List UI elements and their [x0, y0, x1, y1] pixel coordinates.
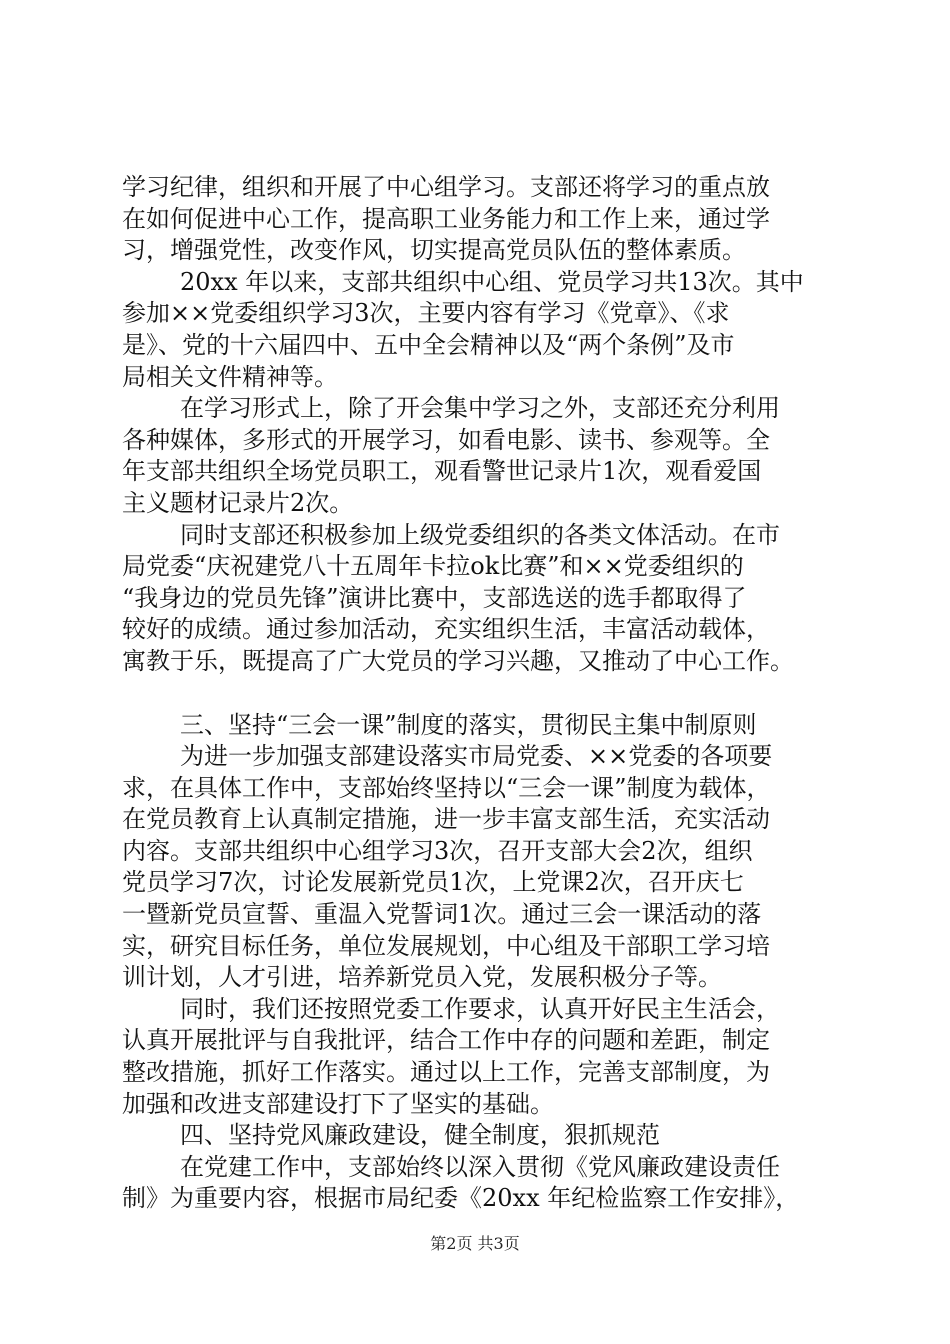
text-line: 在如何促进中心工作，提高职工业务能力和工作上来，通过学 — [122, 204, 770, 233]
text-line: 加强和改进支部建设打下了坚实的基础。 — [122, 1089, 554, 1118]
text-line: 训计划，人才引进，培养新党员入党，发展积极分子等。 — [122, 963, 722, 992]
text-line: 是》、党的十六届四中、五中全会精神以及“两个条例”及市 — [122, 330, 735, 359]
text-line: 局相关文件精神等。 — [122, 362, 338, 391]
text-line: 较好的成绩。通过参加活动，充实组织生活，丰富活动载体， — [122, 615, 770, 644]
section-heading: 三、坚持“三会一课”制度的落实，贯彻民主集中制原则 — [180, 710, 757, 739]
text-line: 整改措施，抓好工作落实。通过以上工作，完善支部制度，为 — [122, 1058, 770, 1087]
text-line: 寓教于乐，既提高了广大党员的学习兴趣，又推动了中心工作。 — [122, 646, 794, 675]
page-number-footer: 第2页 共3页 — [430, 1234, 520, 1253]
text-line: 求，在具体工作中，支部始终坚持以“三会一课”制度为载体， — [122, 773, 771, 802]
paragraph-start-line: 在党建工作中，支部始终以深入贯彻《党风廉政建设责任 — [180, 1152, 780, 1181]
text-line: 内容。支部共组织中心组学习3次，召开支部大会2次，组织 — [122, 836, 753, 865]
paragraph-gap — [122, 678, 842, 710]
paragraph-start-line: 同时，我们还按照党委工作要求，认真开好民主生活会， — [180, 994, 780, 1023]
text-line: 习，增强党性，改变作风，切实提高党员队伍的整体素质。 — [122, 236, 746, 265]
text-line: 一暨新党员宣誓、重温入党誓词1次。通过三会一课活动的落 — [122, 900, 762, 929]
text-line: 党员学习7次，讨论发展新党员1次，上党课2次，召开庆七 — [122, 868, 744, 897]
paragraph-start-line: 20xx 年以来，支部共组织中心组、党员学习共13次。其中 — [180, 267, 804, 296]
text-line: 在党员教育上认真制定措施，进一步丰富支部生活，充实活动 — [122, 805, 770, 834]
text-line: 主义题材记录片2次。 — [122, 488, 354, 517]
paragraph-start-line: 为进一步加强支部建设落实市局党委、××党委的各项要 — [180, 742, 773, 771]
text-line: 参加××党委组织学习3次，主要内容有学习《党章》、《求 — [122, 299, 730, 328]
text-line: “我身边的党员先锋”演讲比赛中，支部选送的选手都取得了 — [122, 583, 747, 612]
text-line: 实，研究目标任务，单位发展规划，中心组及干部职工学习培 — [122, 931, 770, 960]
text-line: 制》为重要内容，根据市局纪委《20xx 年纪检监察工作安排》， — [122, 1184, 800, 1213]
text-line: 学习纪律，组织和开展了中心组学习。支部还将学习的重点放 — [122, 173, 770, 201]
text-line: 各种媒体，多形式的开展学习，如看电影、读书、参观等。全 — [122, 425, 770, 454]
paragraph-start-line: 同时支部还积极参加上级党委组织的各类文体活动。在市 — [180, 520, 780, 549]
text-line: 局党委“庆祝建党八十五周年卡拉ok比赛”和××党委组织的 — [122, 552, 744, 581]
text-line: 认真开展批评与自我批评，结合工作中存的问题和差距，制定 — [122, 1026, 770, 1055]
document-body — [122, 172, 842, 1215]
section-heading: 四、坚持党风廉政建设，健全制度，狠抓规范 — [180, 1121, 660, 1150]
text-line: 年支部共组织全场党员职工，观看警世记录片1次，观看爱国 — [122, 457, 762, 486]
paragraph-start-line: 在学习形式上，除了开会集中学习之外，支部还充分利用 — [180, 394, 780, 423]
